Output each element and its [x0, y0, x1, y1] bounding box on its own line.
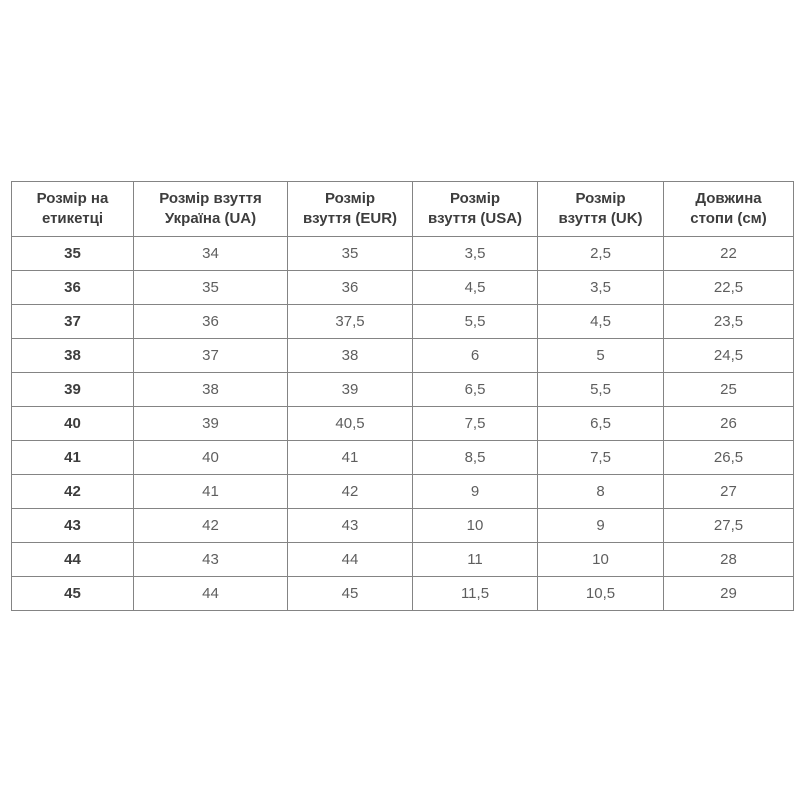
table-cell: 44 — [288, 543, 413, 577]
column-header-4 — [413, 182, 538, 237]
table-cell: 7,5 — [413, 407, 538, 441]
table-row — [12, 543, 794, 577]
table-cell: 2,5 — [538, 237, 664, 271]
table-row — [12, 237, 794, 271]
table-cell: 4,5 — [413, 271, 538, 305]
table-row — [12, 339, 794, 373]
row-label-cell: 36 — [12, 271, 134, 305]
table-row — [12, 373, 794, 407]
column-header-line: Розмір — [324, 189, 376, 207]
row-label-cell: 45 — [12, 577, 134, 611]
table-cell: 40,5 — [288, 407, 413, 441]
table-cell: 11,5 — [413, 577, 538, 611]
row-label-cell: 38 — [12, 339, 134, 373]
table-cell: 25 — [664, 373, 794, 407]
table-cell: 39 — [288, 373, 413, 407]
table-cell: 6,5 — [538, 407, 664, 441]
header-row — [12, 182, 794, 237]
table-cell: 23,5 — [664, 305, 794, 339]
table-row — [12, 509, 794, 543]
table-cell: 27 — [664, 475, 794, 509]
row-label-cell: 40 — [12, 407, 134, 441]
table-row — [12, 271, 794, 305]
row-label-cell: 35 — [12, 237, 134, 271]
table-cell: 38 — [288, 339, 413, 373]
row-label-cell: 37 — [12, 305, 134, 339]
table-body — [12, 237, 794, 611]
column-header-line: взуття (USA) — [427, 210, 523, 227]
table-cell: 34 — [134, 237, 288, 271]
column-header-line: стопи (см) — [690, 210, 767, 227]
table-cell: 10,5 — [538, 577, 664, 611]
table-cell: 38 — [134, 373, 288, 407]
table-cell: 24,5 — [664, 339, 794, 373]
table-row — [12, 407, 794, 441]
table-cell: 43 — [134, 543, 288, 577]
table-cell: 8,5 — [413, 441, 538, 475]
table-cell: 36 — [288, 271, 413, 305]
table-cell: 26,5 — [664, 441, 794, 475]
table-cell: 22,5 — [664, 271, 794, 305]
column-header-5 — [538, 182, 664, 237]
table-row — [12, 305, 794, 339]
table-cell: 29 — [664, 577, 794, 611]
table-cell: 5 — [538, 339, 664, 373]
size-table-container — [11, 181, 793, 611]
table-cell: 3,5 — [538, 271, 664, 305]
table-cell: 35 — [134, 271, 288, 305]
column-header-2 — [134, 182, 288, 237]
column-header-3 — [288, 182, 413, 237]
table-cell: 27,5 — [664, 509, 794, 543]
column-header-line: Розмір на — [36, 189, 109, 207]
column-header-line: взуття (UK) — [558, 210, 643, 227]
row-label-cell: 39 — [12, 373, 134, 407]
table-cell: 3,5 — [413, 237, 538, 271]
table-row — [12, 475, 794, 509]
table-cell: 4,5 — [538, 305, 664, 339]
table-cell: 40 — [134, 441, 288, 475]
table-cell: 39 — [134, 407, 288, 441]
table-cell: 42 — [134, 509, 288, 543]
table-cell: 44 — [134, 577, 288, 611]
row-label-cell: 42 — [12, 475, 134, 509]
table-cell: 37 — [134, 339, 288, 373]
row-label-cell: 43 — [12, 509, 134, 543]
table-header — [12, 182, 794, 237]
table-cell: 41 — [288, 441, 413, 475]
column-header-6 — [664, 182, 794, 237]
table-cell: 10 — [538, 543, 664, 577]
row-label-cell: 41 — [12, 441, 134, 475]
column-header-line: Довжина — [695, 189, 762, 207]
table-cell: 45 — [288, 577, 413, 611]
shoe-size-conversion-table — [11, 181, 794, 611]
table-row — [12, 441, 794, 475]
table-cell: 28 — [664, 543, 794, 577]
column-header-line: взуття (EUR) — [302, 210, 398, 227]
table-row — [12, 577, 794, 611]
table-cell: 11 — [413, 543, 538, 577]
table-cell: 5,5 — [413, 305, 538, 339]
table-cell: 36 — [134, 305, 288, 339]
column-header-line: Розмір взуття — [159, 189, 262, 207]
table-cell: 10 — [413, 509, 538, 543]
table-cell: 41 — [134, 475, 288, 509]
table-cell: 5,5 — [538, 373, 664, 407]
table-cell: 35 — [288, 237, 413, 271]
row-label-cell: 44 — [12, 543, 134, 577]
column-header-line: Розмір — [449, 189, 501, 207]
table-cell: 6 — [413, 339, 538, 373]
table-cell: 22 — [664, 237, 794, 271]
table-cell: 7,5 — [538, 441, 664, 475]
column-header-1 — [12, 182, 134, 237]
column-header-line: етикетці — [41, 210, 104, 227]
table-cell: 8 — [538, 475, 664, 509]
table-cell: 26 — [664, 407, 794, 441]
table-cell: 9 — [538, 509, 664, 543]
table-cell: 43 — [288, 509, 413, 543]
table-cell: 6,5 — [413, 373, 538, 407]
table-cell: 37,5 — [288, 305, 413, 339]
table-cell: 9 — [413, 475, 538, 509]
column-header-line: Розмір — [575, 189, 626, 207]
table-cell: 42 — [288, 475, 413, 509]
column-header-line: Україна (UA) — [164, 210, 257, 227]
